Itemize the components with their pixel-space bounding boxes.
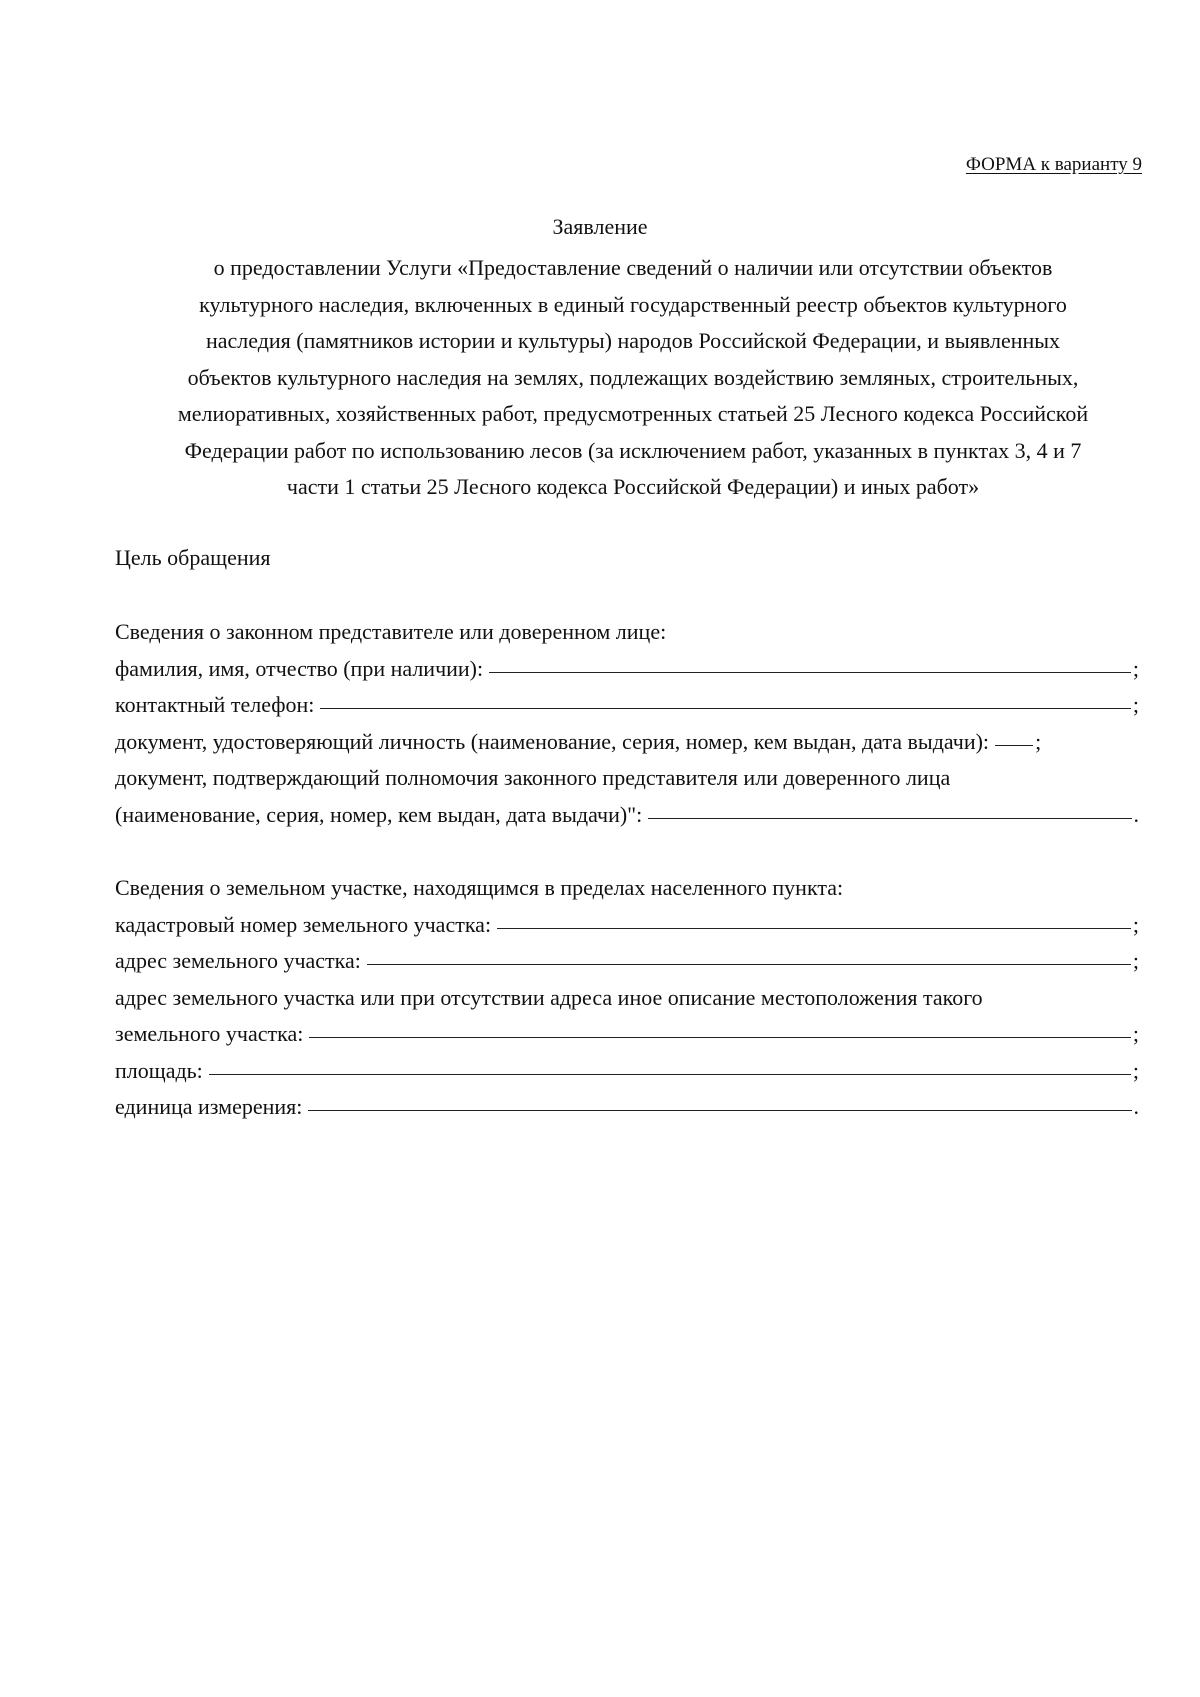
unit-row	[115, 1089, 1139, 1126]
purpose-section	[115, 540, 1139, 577]
full-name-field[interactable]	[489, 672, 1131, 673]
form-reference: ФОРМА к варианту 9	[965, 154, 1142, 175]
subtitle-line: о предоставлении Услуги «Предоставление сведений о наличии или отсутствии объектов	[213, 255, 1053, 280]
purpose-label: Цель обращения	[115, 545, 271, 570]
phone-row	[115, 687, 1139, 724]
representative-section	[115, 614, 1139, 833]
row-terminator: ;	[1035, 728, 1042, 754]
subtitle-line: наследия (памятников истории и культуры) народов Российской Федерации, и выявленных	[205, 328, 1061, 353]
full-name-label: фамилия, имя, отчество (при наличии):	[115, 655, 484, 681]
unit-field[interactable]	[308, 1110, 1131, 1111]
cadastral-row	[115, 907, 1139, 944]
full-name-row	[115, 651, 1139, 688]
subtitle-line: части 1 статьи 25 Лесного кодекса Российской Федерации) и иных работ»	[286, 474, 980, 499]
address-label: адрес земельного участка:	[115, 948, 361, 973]
row-terminator: .	[1133, 1094, 1139, 1119]
address-field[interactable]	[367, 964, 1131, 965]
phone-label: контактный телефон:	[115, 692, 315, 717]
unit-label: единица измерения:	[115, 1094, 303, 1119]
area-label: площадь:	[115, 1057, 203, 1083]
id-document-field[interactable]	[995, 745, 1033, 746]
location-label: адрес земельного участка или при отсутствии адреса иное описание местоположения такого	[115, 984, 983, 1010]
land-plot-section	[115, 870, 1139, 1126]
authority-document-label: документ, подтверждающий полномочия законного представителя или доверенного лица	[115, 765, 951, 790]
phone-field[interactable]	[320, 708, 1131, 709]
id-document-label: документ, удостоверяющий личность (наименование, серия, номер, кем выдан, дата выдачи):	[115, 728, 990, 754]
subtitle-line: культурного наследия, включенных в единый государственный реестр объектов культурного	[199, 291, 1067, 317]
location-label-cont: земельного участка:	[115, 1021, 304, 1046]
authority-document-row	[115, 797, 1139, 834]
area-field[interactable]	[209, 1074, 1131, 1075]
row-terminator: ;	[1132, 692, 1139, 717]
subtitle-line: мелиоративных, хозяйственных работ, предусмотренных статьей 25 Лесного кодекса Российской	[177, 401, 1089, 426]
cadastral-field[interactable]	[497, 928, 1131, 929]
row-terminator: ;	[1132, 1021, 1139, 1046]
area-row	[115, 1053, 1139, 1090]
id-document-row	[115, 724, 1139, 761]
cadastral-label: кадастровый номер земельного участка:	[115, 911, 492, 937]
authority-document-field[interactable]	[648, 818, 1131, 819]
row-terminator: ;	[1132, 655, 1139, 681]
document-subtitle	[126, 250, 1140, 506]
subtitle-line: Федерации работ по использованию лесов (за исключением работ, указанных в пунктах 3, 4 и 7	[184, 437, 1082, 463]
location-row	[115, 1016, 1139, 1053]
authority-document-label-cont: (наименование, серия, номер, кем выдан, дата выдачи)":	[115, 801, 643, 827]
row-terminator: ;	[1132, 948, 1139, 973]
row-terminator: .	[1133, 801, 1139, 827]
subtitle-line: объектов культурного наследия на землях, подлежащих воздействию земляных, строительных,	[187, 364, 1079, 390]
address-row	[115, 943, 1139, 980]
representative-heading: Сведения о законном представителе или доверенном лице:	[115, 619, 667, 644]
row-terminator: ;	[1132, 1057, 1139, 1083]
location-field[interactable]	[309, 1037, 1131, 1038]
document-title: Заявление	[552, 214, 648, 239]
row-terminator: ;	[1132, 911, 1139, 937]
land-plot-heading: Сведения о земельном участке, находящимся в пределах населенного пункта:	[115, 875, 844, 900]
